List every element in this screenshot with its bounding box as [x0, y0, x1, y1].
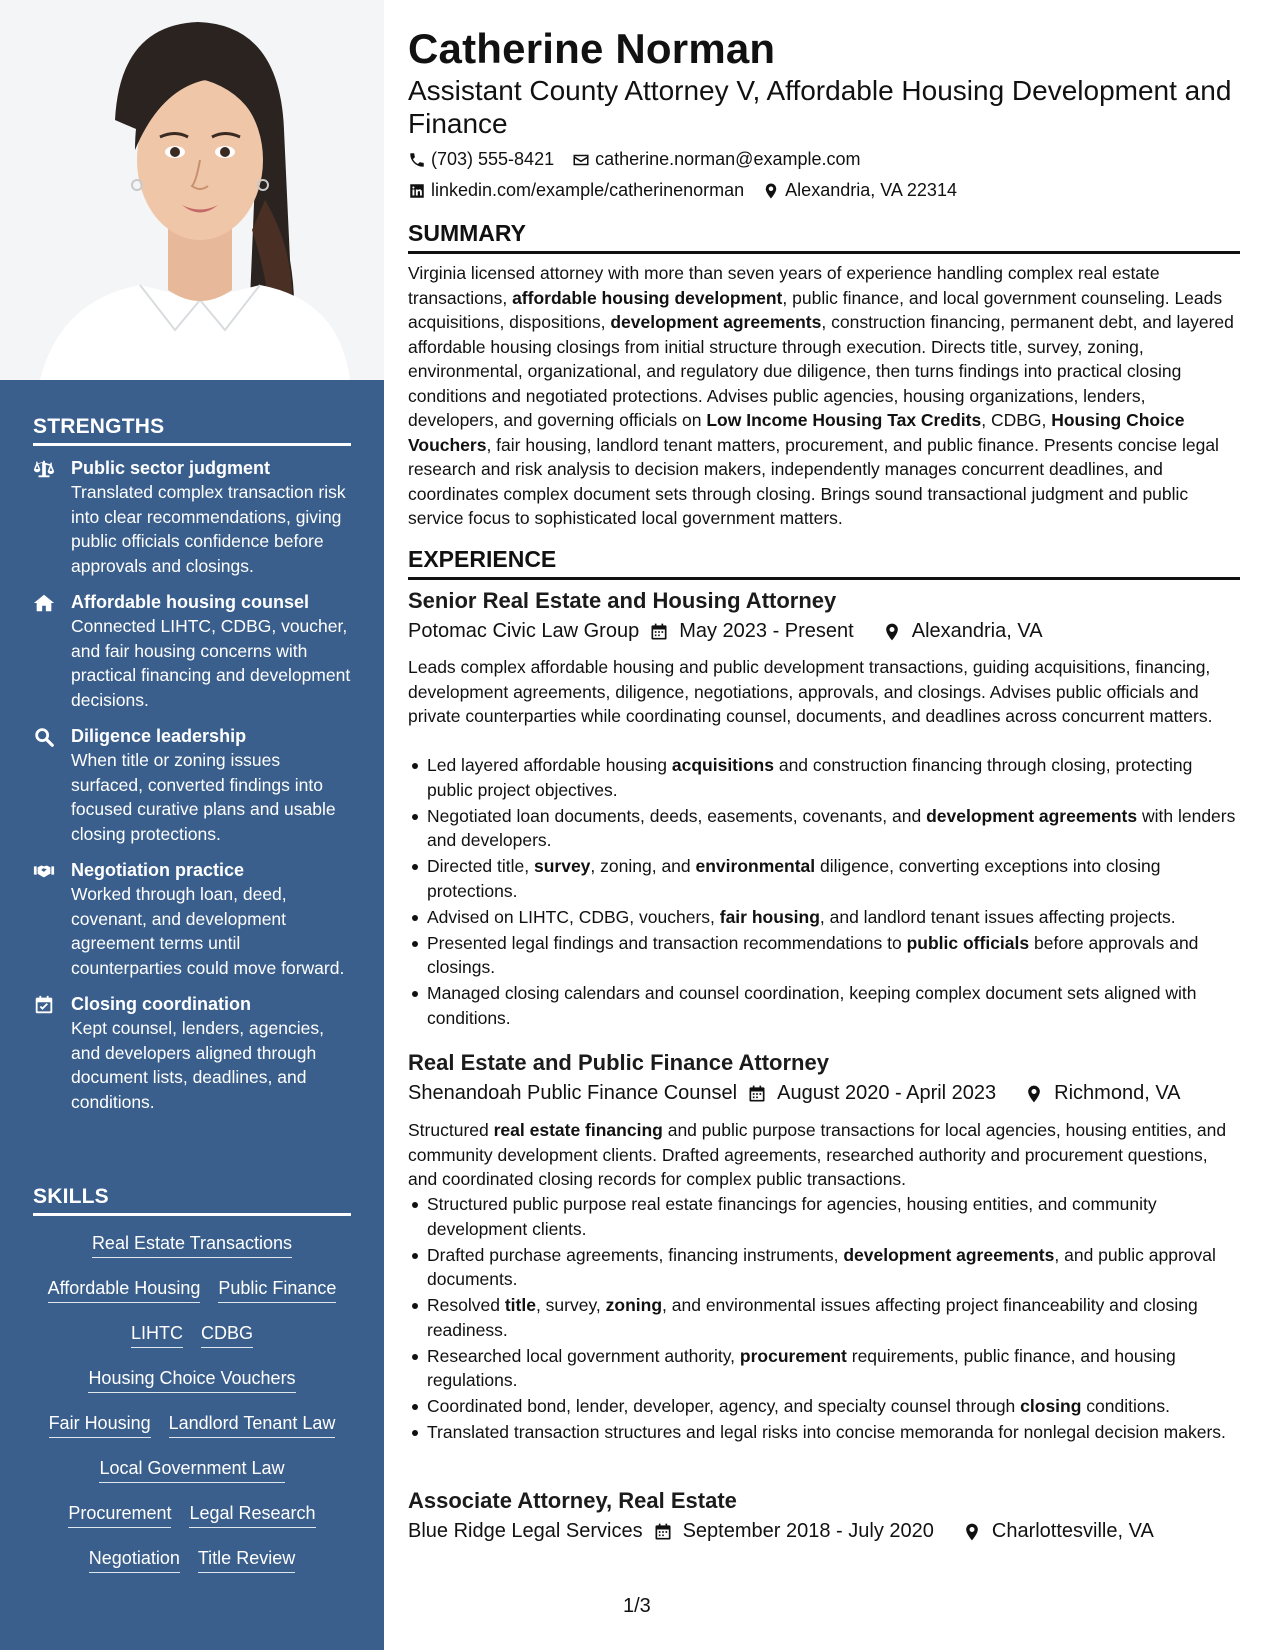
- skills-section: [33, 1185, 351, 1584]
- linkedin-text: linkedin.com/example/catherinenorman: [431, 180, 745, 200]
- skill-tag: Affordable Housing: [48, 1277, 201, 1303]
- skill-tag: Real Estate Transactions: [92, 1232, 292, 1258]
- bullet-item: Negotiated loan documents, deeds, easements, covenants, and development agreements with lenders and developers.: [408, 804, 1240, 853]
- skill-tag: Local Government Law: [99, 1457, 284, 1483]
- strength-title: Diligence leadership: [71, 726, 247, 746]
- scale-icon: [33, 458, 55, 480]
- strength-item: [33, 590, 351, 712]
- bullet-item: Presented legal findings and transaction recommendations to public officials before approvals and closings.: [408, 931, 1240, 980]
- linkedin-icon: [408, 182, 426, 200]
- skill-tag: Fair Housing: [49, 1412, 151, 1438]
- skill-tag: CDBG: [201, 1322, 253, 1348]
- contact-row-1: [408, 149, 861, 170]
- strengths-section: [33, 415, 351, 1114]
- bullet-item: Coordinated bond, lender, developer, agency, and specialty counsel through closing conditions.: [408, 1394, 1240, 1419]
- job-dates: May 2023 - Present: [679, 620, 854, 642]
- candidate-role: Assistant County Attorney V, Affordable Housing Development and Finance: [408, 75, 1232, 139]
- job-location: Alexandria, VA: [911, 620, 1043, 642]
- job-title: Associate Attorney, Real Estate: [408, 1488, 737, 1513]
- skill-tag: Negotiation: [89, 1547, 180, 1573]
- map-pin-icon: [762, 182, 780, 200]
- skill-tag: LIHTC: [131, 1322, 183, 1348]
- job-dates: September 2018 - July 2020: [682, 1520, 934, 1542]
- bullet-item: Managed closing calendars and counsel coordination, keeping complex document sets aligned with conditions.: [408, 981, 1240, 1030]
- job-description: Leads complex affordable housing and public development transactions, guiding acquisitions, financing, development agreements, diligence, negotiations, approvals, and closings. Advises public officials and private counterparties while coordinating counsel, documents, and deadlines across concurrent matters.: [408, 657, 1213, 726]
- phone-text: (703) 555-8421: [431, 149, 555, 169]
- job-location: Richmond, VA: [1054, 1082, 1181, 1104]
- job-meta: [408, 1520, 1154, 1543]
- bullet-item: Advised on LIHTC, CDBG, vouchers, fair housing, and landlord tenant issues affecting projects.: [408, 905, 1240, 930]
- strength-item: [33, 858, 351, 980]
- strengths-heading: STRENGTHS: [33, 415, 351, 446]
- handshake-icon: [33, 860, 55, 882]
- map-pin-icon: [882, 622, 902, 642]
- calendar-icon: [747, 1084, 767, 1104]
- bullet-item: Led layered affordable housing acquisitions and construction financing through closing, protecting public project objectives.: [408, 753, 1240, 802]
- job-bullets: [408, 753, 1240, 1032]
- phone-contact[interactable]: [408, 149, 554, 170]
- skills-list: [33, 1224, 351, 1584]
- strength-item: [33, 992, 351, 1114]
- skills-heading: SKILLS: [33, 1185, 351, 1216]
- job-bullets: [408, 1192, 1240, 1446]
- company-name: Shenandoah Public Finance Counsel: [408, 1082, 738, 1104]
- experience-heading: EXPERIENCE: [408, 546, 1240, 580]
- bullet-item: Structured public purpose real estate financings for agencies, housing entities, and community development clients.: [408, 1192, 1240, 1241]
- map-pin-icon: [1024, 1084, 1044, 1104]
- strength-title: Affordable housing counsel: [71, 592, 310, 612]
- strength-text: Kept counsel, lenders, agencies, and developers aligned through document lists, deadlines, and conditions.: [71, 1018, 324, 1112]
- email-text: catherine.norman@example.com: [595, 149, 861, 169]
- job-title: Real Estate and Public Finance Attorney: [408, 1050, 829, 1075]
- strength-text: When title or zoning issues surfaced, converted findings into focused curative plans and usable closing protections.: [71, 750, 336, 844]
- bullet-item: Directed title, survey, zoning, and environmental diligence, converting exceptions into closing protections.: [408, 854, 1240, 903]
- phone-icon: [408, 151, 426, 169]
- company-name: Potomac Civic Law Group: [408, 620, 640, 642]
- envelope-icon: [572, 151, 590, 169]
- bullet-item: Resolved title, survey, zoning, and environmental issues affecting project financeability and closing readiness.: [408, 1293, 1240, 1342]
- job-meta: [408, 620, 1043, 643]
- bullet-item: Translated transaction structures and legal risks into concise memoranda for nonlegal decision makers.: [408, 1420, 1240, 1445]
- map-pin-icon: [962, 1522, 982, 1542]
- strength-text: Translated complex transaction risk into clear recommendations, giving public officials confidence before approvals and closings.: [71, 482, 346, 576]
- job-description: Structured real estate financing and public purpose transactions for local agencies, housing entities, and community development clients. Drafted agreements, researched authority and procurement questions, and coordinated closing records for complex public transactions.: [408, 1120, 1227, 1189]
- skill-tag: Public Finance: [218, 1277, 336, 1303]
- strength-text: Connected LIHTC, CDBG, voucher, and fair housing concerns with practical financing and development decisions.: [71, 616, 351, 710]
- bullet-item: Researched local government authority, procurement requirements, public finance, and housing regulations.: [408, 1344, 1240, 1393]
- location-contact: [762, 180, 957, 201]
- contact-row-2: [408, 180, 957, 201]
- job-dates: August 2020 - April 2023: [777, 1082, 997, 1104]
- strength-item: [33, 456, 351, 578]
- skill-tag: Housing Choice Vouchers: [88, 1367, 295, 1393]
- calendar-check-icon: [33, 994, 55, 1016]
- skill-tag: Title Review: [198, 1547, 295, 1573]
- portrait-image: [0, 0, 384, 380]
- home-icon: [33, 592, 55, 614]
- location-text: Alexandria, VA 22314: [785, 180, 957, 200]
- skill-tag: Procurement: [68, 1502, 171, 1528]
- calendar-icon: [653, 1522, 673, 1542]
- strength-title: Closing coordination: [71, 994, 251, 1014]
- strength-title: Public sector judgment: [71, 458, 271, 478]
- calendar-icon: [649, 622, 669, 642]
- strength-item: [33, 724, 351, 846]
- skill-tag: Landlord Tenant Law: [169, 1412, 336, 1438]
- linkedin-contact[interactable]: [408, 180, 744, 201]
- summary-text: Virginia licensed attorney with more than seven years of experience handling complex real estate transactions, affordable housing development, public finance, and local government counseling. Leads acquisitions, dispositions, development agreements, construction financing, permanent debt, and layered affordable housing closings from initial structure through execution. Directs title, survey, zoning, environmental, organizational, and regulatory due diligence, then turns findings into practical closing conditions and negotiated protections. Advises public agencies, housing organizations, lenders, developers, and governing officials on Low Income Housing Tax Credits, CDBG, Housing Choice Vouchers, fair housing, landlord tenant matters, procurement, and public finance. Presents concise legal research and risk analysis to decision makers, independently manages concurrent deadlines, and coordinates complex document sets through closing. Brings sound transactional judgment and public service focus to sophisticated local government matters.: [408, 263, 1234, 528]
- strength-title: Negotiation practice: [71, 860, 245, 880]
- bullet-item: Drafted purchase agreements, financing instruments, development agreements, and public approval documents.: [408, 1243, 1240, 1292]
- page-number: 1/3: [623, 1595, 651, 1617]
- job-title: Senior Real Estate and Housing Attorney: [408, 588, 837, 613]
- sidebar: [0, 0, 384, 1650]
- job-meta: [408, 1082, 1181, 1105]
- email-contact[interactable]: [572, 149, 860, 170]
- company-name: Blue Ridge Legal Services: [408, 1520, 643, 1542]
- strength-text: Worked through loan, deed, covenant, and development agreement terms until counterparties could move forward.: [71, 884, 345, 978]
- candidate-name: Catherine Norman: [408, 25, 776, 72]
- search-icon: [33, 726, 55, 748]
- skill-tag: Legal Research: [189, 1502, 315, 1528]
- summary-heading: SUMMARY: [408, 220, 1240, 254]
- profile-photo: [0, 0, 384, 380]
- job-location: Charlottesville, VA: [991, 1520, 1154, 1542]
